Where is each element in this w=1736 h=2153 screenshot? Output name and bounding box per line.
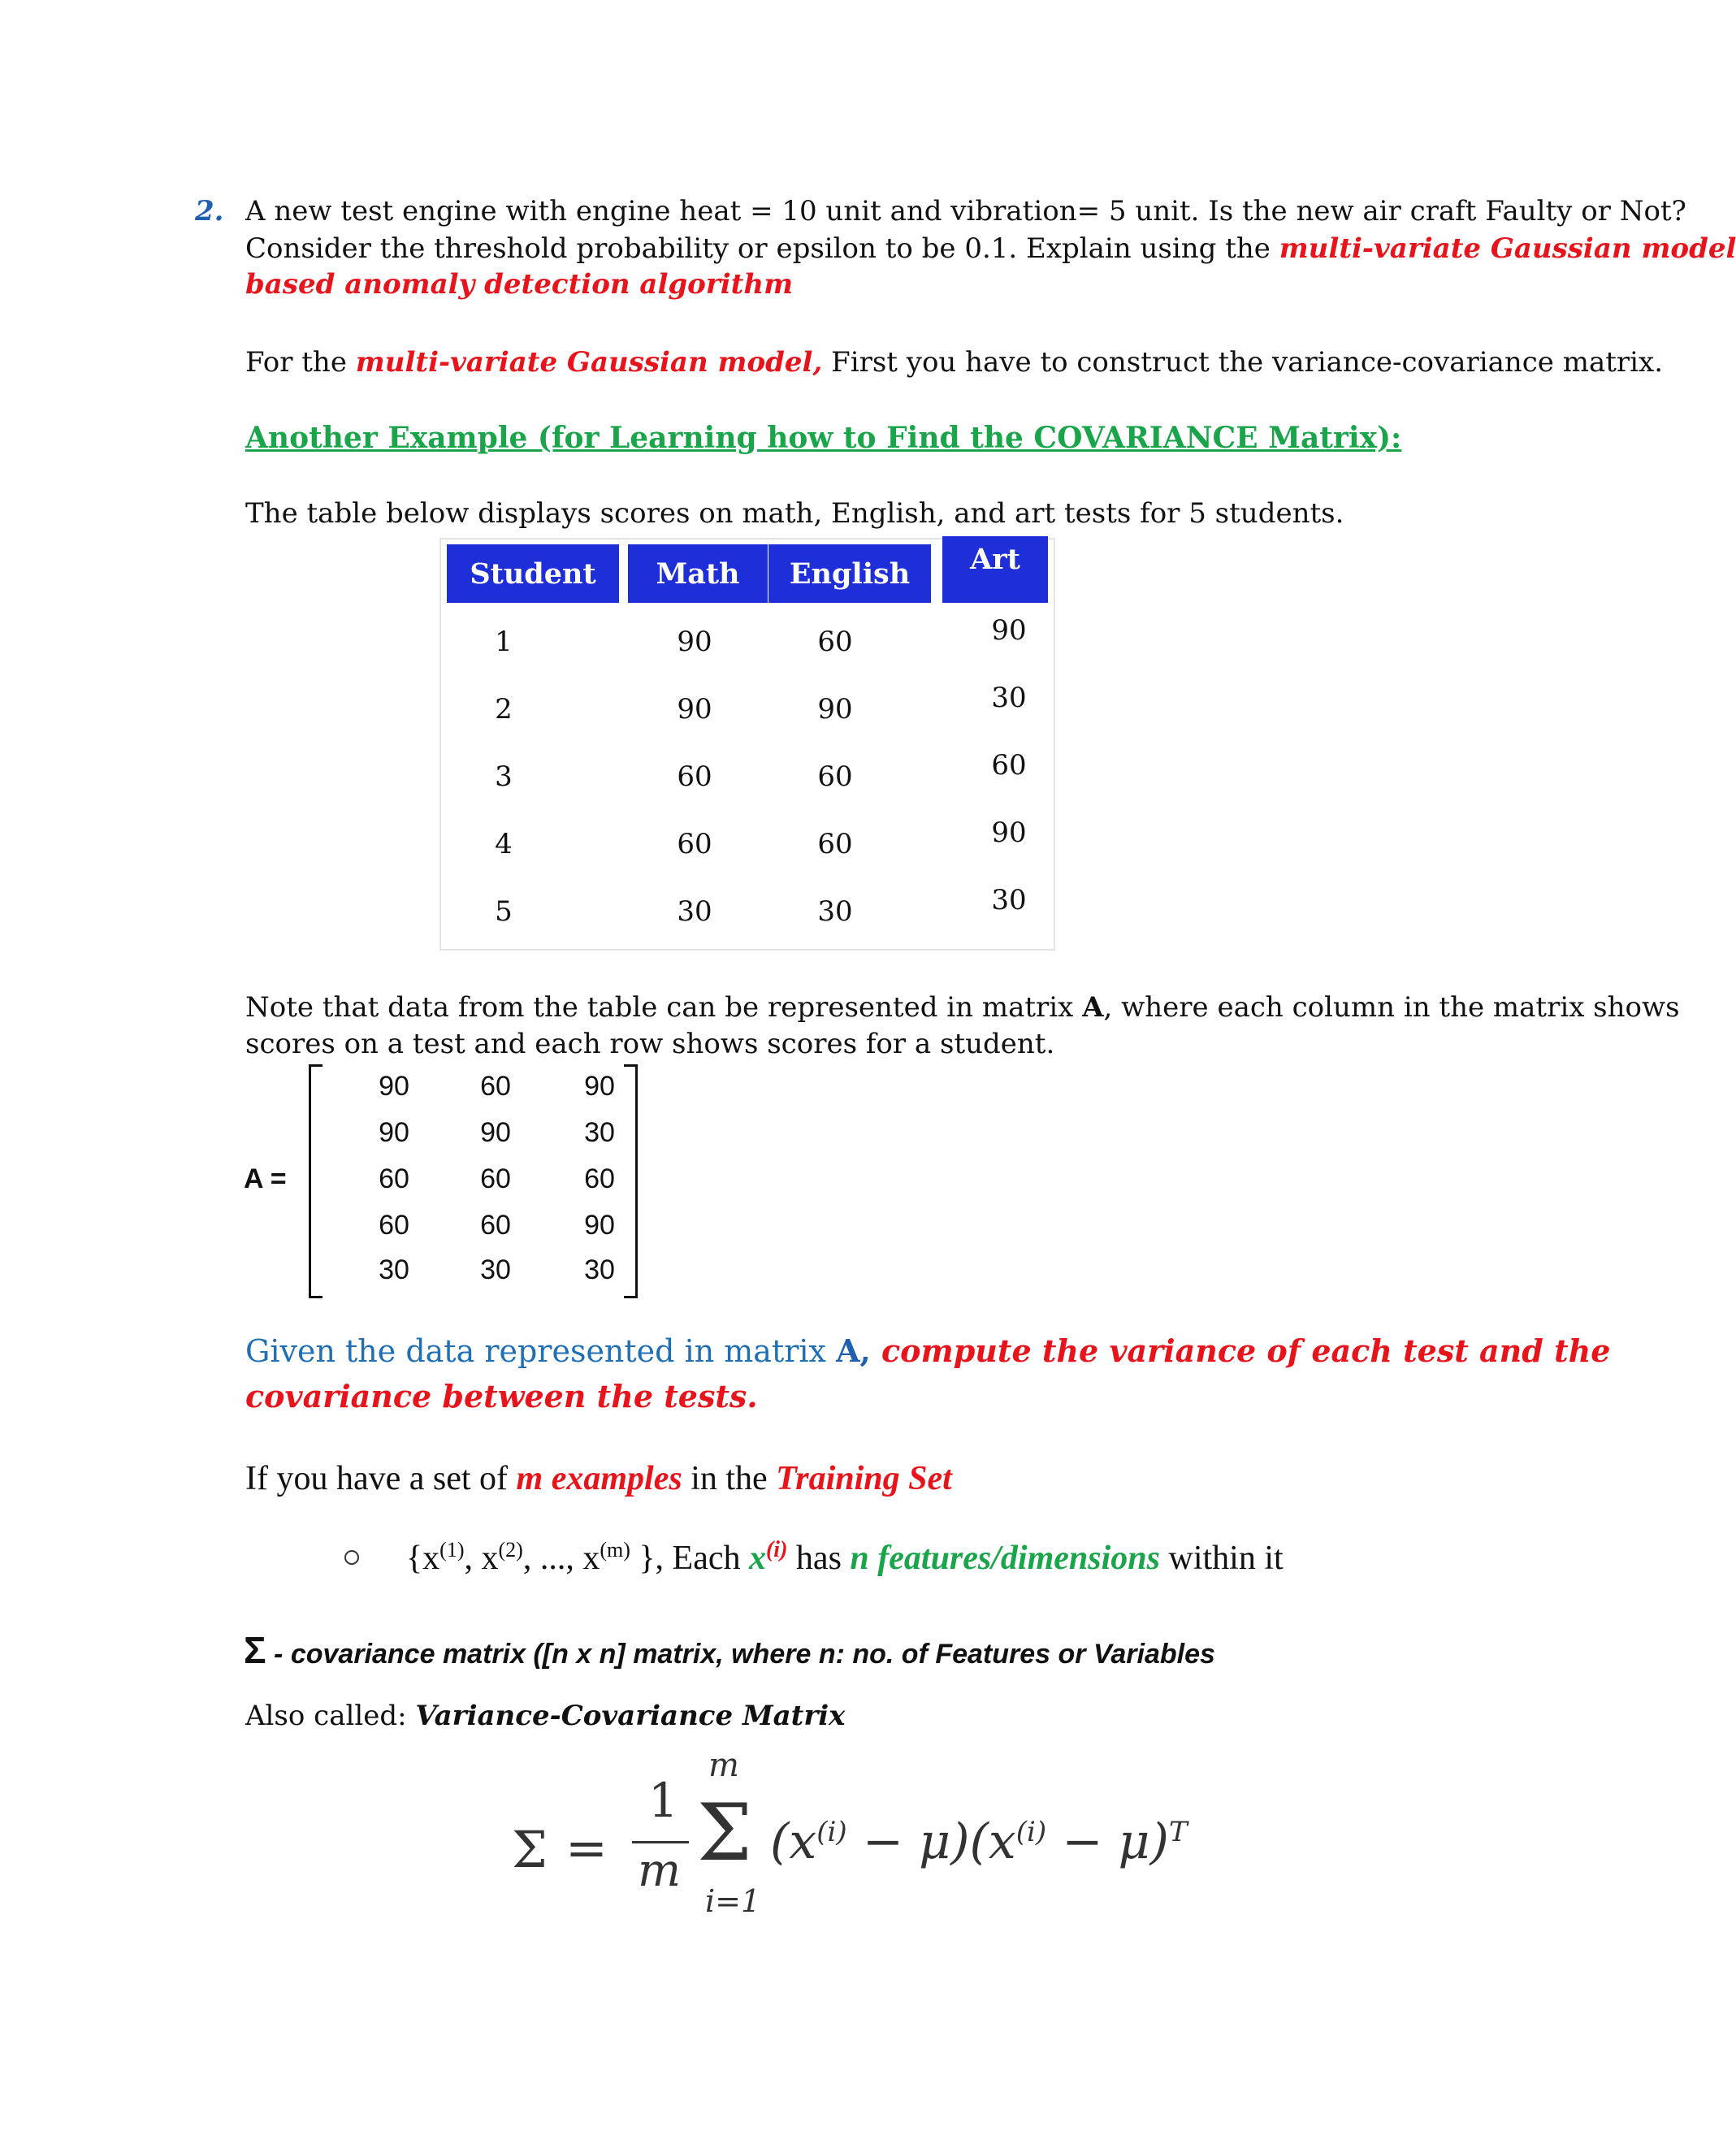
table-caption: The table below displays scores on math, English, and art tests for 5 students. bbox=[245, 497, 1344, 530]
question-line-2-text: Consider the threshold probability or epsilon to be 0.1. Explain using the bbox=[245, 232, 1279, 265]
training-prefix: If you have a set of bbox=[245, 1460, 517, 1497]
formula-equals: = bbox=[565, 1818, 608, 1878]
training-highlight-2: Training Set bbox=[776, 1460, 952, 1497]
given-red-text: compute the variance of each test and the bbox=[870, 1332, 1611, 1369]
question-number: 2. bbox=[195, 195, 224, 227]
question-highlight-1: multi-variate Gaussian model bbox=[1279, 232, 1736, 265]
intro-highlight: multi-variate Gaussian model, bbox=[355, 346, 823, 379]
table-cell: 5 bbox=[495, 895, 513, 928]
set-close: }, Each bbox=[630, 1540, 749, 1577]
formula-numerator: 1 bbox=[648, 1773, 678, 1828]
note-matrix-name: A bbox=[1082, 991, 1104, 1024]
matrix-cell: 60 bbox=[480, 1210, 511, 1241]
also-called-line bbox=[245, 1700, 845, 1732]
formula-sup-i1: (i) bbox=[816, 1816, 847, 1848]
note-suffix: , where each column in the matrix shows bbox=[1103, 991, 1680, 1024]
each-x: x bbox=[748, 1540, 766, 1577]
sup-i: (i) bbox=[765, 1537, 788, 1562]
matrix-cell: 30 bbox=[584, 1254, 615, 1285]
matrix-cell: 60 bbox=[379, 1210, 409, 1241]
also-called-prefix: Also called: bbox=[245, 1700, 416, 1732]
set-x2: , x bbox=[464, 1540, 499, 1577]
matrix-cell: 60 bbox=[480, 1071, 511, 1102]
table-cell: 90 bbox=[677, 693, 712, 726]
table-header-student: Student bbox=[447, 544, 619, 603]
table-cell: 90 bbox=[817, 693, 853, 726]
matrix-left-bracket bbox=[309, 1064, 323, 1298]
given-blue-text: Given the data represented in matrix bbox=[245, 1333, 837, 1369]
formula-sup-i2: (i) bbox=[1015, 1816, 1047, 1848]
intro-suffix: First you have to construct the variance-covariance matrix. bbox=[822, 346, 1664, 379]
features-highlight: n features/dimensions bbox=[850, 1540, 1160, 1577]
also-called-term: Variance-Covariance Matrix bbox=[415, 1700, 846, 1732]
table-cell: 90 bbox=[991, 614, 1027, 647]
bullet-icon bbox=[344, 1550, 359, 1565]
table-cell: 60 bbox=[817, 828, 853, 860]
table-cell: 2 bbox=[495, 693, 513, 726]
example-heading: Another Example (for Learning how to Find the COVARIANCE Matrix): bbox=[245, 421, 1402, 455]
table-cell: 60 bbox=[677, 828, 712, 860]
question-line-2 bbox=[245, 232, 1736, 265]
formula-sum-lower: i=1 bbox=[705, 1883, 761, 1919]
matrix-cell: 90 bbox=[379, 1117, 409, 1148]
sigma-symbol: Σ bbox=[244, 1629, 266, 1671]
within-text: within it bbox=[1160, 1540, 1284, 1577]
matrix-cell: 30 bbox=[379, 1254, 409, 1285]
matrix-cell: 60 bbox=[480, 1163, 511, 1194]
intro-line bbox=[245, 346, 1663, 379]
examples-set-line bbox=[406, 1537, 1284, 1578]
given-line-2: covariance between the tests. bbox=[245, 1378, 758, 1414]
set-open: {x bbox=[406, 1540, 440, 1577]
matrix-cell: 30 bbox=[480, 1254, 511, 1285]
matrix-cell: 60 bbox=[379, 1163, 409, 1194]
training-highlight-1: m examples bbox=[516, 1460, 682, 1497]
formula-denominator: m bbox=[638, 1844, 682, 1897]
training-mid: in the bbox=[682, 1460, 777, 1497]
sup-m: (m) bbox=[600, 1538, 630, 1562]
formula-sum-upper: m bbox=[708, 1747, 739, 1784]
formula-mu1: − μ)(x bbox=[846, 1813, 1016, 1870]
sup-1: (1) bbox=[439, 1538, 465, 1562]
formula-sigma-lhs: Σ bbox=[512, 1820, 548, 1879]
formula-x1: (x bbox=[770, 1813, 817, 1870]
formula-transpose: T bbox=[1168, 1816, 1188, 1848]
table-cell: 30 bbox=[991, 884, 1027, 916]
sup-2: (2) bbox=[498, 1538, 523, 1562]
matrix-cell: 90 bbox=[584, 1210, 615, 1241]
table-cell: 60 bbox=[991, 749, 1027, 782]
table-cell: 60 bbox=[817, 760, 853, 793]
table-cell: 3 bbox=[495, 760, 513, 793]
note-line-1 bbox=[245, 991, 1680, 1024]
training-line bbox=[245, 1459, 952, 1498]
question-line-3: based anomaly detection algorithm bbox=[245, 268, 794, 301]
question-line-1: A new test engine with engine heat = 10 unit and vibration= 5 unit. Is the new air craft Faulty or Not? bbox=[245, 195, 1686, 227]
set-dots: , ..., x bbox=[522, 1540, 600, 1577]
table-cell: 30 bbox=[677, 895, 712, 928]
table-cell: 4 bbox=[495, 828, 513, 860]
table-header-art: Art bbox=[942, 536, 1048, 603]
matrix-cell: 30 bbox=[584, 1117, 615, 1148]
has-text: has bbox=[787, 1540, 851, 1577]
formula-sum-symbol: Σ bbox=[697, 1787, 752, 1878]
table-header-math: Math bbox=[628, 544, 768, 603]
table-cell: 60 bbox=[817, 626, 853, 658]
matrix-cell: 90 bbox=[480, 1117, 511, 1148]
table-cell: 90 bbox=[677, 626, 712, 658]
covariance-formula bbox=[512, 1747, 1292, 1942]
sigma-description: - covariance matrix ([n x n] matrix, where n: no. of Features or Variables bbox=[266, 1639, 1215, 1670]
table-cell: 60 bbox=[677, 760, 712, 793]
formula-fraction-bar bbox=[632, 1841, 689, 1843]
table-cell: 90 bbox=[991, 817, 1027, 849]
table-cell: 30 bbox=[817, 895, 853, 928]
matrix-cell: 90 bbox=[584, 1071, 615, 1102]
matrix-label: A = bbox=[244, 1163, 287, 1194]
note-line-2: scores on a test and each row shows scores for a student. bbox=[245, 1028, 1055, 1060]
table-cell: 30 bbox=[991, 682, 1027, 714]
table-cell: 1 bbox=[495, 626, 513, 658]
given-line-1 bbox=[245, 1332, 1610, 1369]
given-matrix-name: A, bbox=[836, 1332, 871, 1369]
matrix-cell: 60 bbox=[584, 1163, 615, 1194]
note-prefix: Note that data from the table can be represented in matrix bbox=[245, 991, 1083, 1024]
intro-prefix: For the bbox=[245, 346, 356, 379]
formula-body bbox=[770, 1813, 1188, 1870]
matrix-cell: 90 bbox=[379, 1071, 409, 1102]
formula-mu2: − μ) bbox=[1046, 1813, 1169, 1870]
table-header-english: English bbox=[768, 544, 931, 603]
sigma-line bbox=[244, 1628, 1215, 1672]
